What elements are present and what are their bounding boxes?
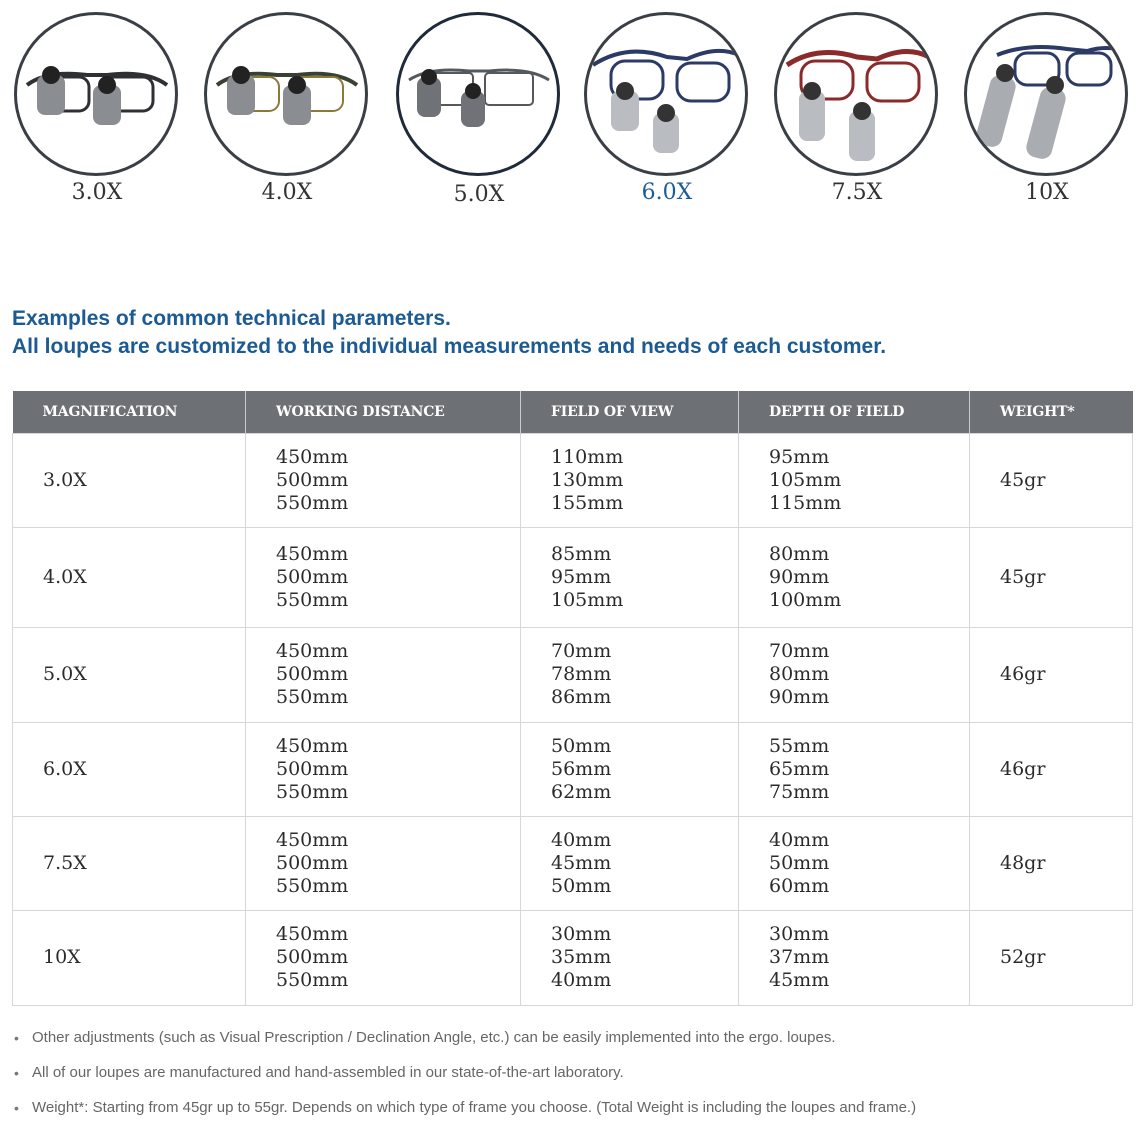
value: 30mm xyxy=(769,923,830,945)
list-item xyxy=(14,1027,1134,1062)
value: 90mm xyxy=(769,686,830,708)
loupe-image-10x xyxy=(964,12,1128,176)
value: 550mm xyxy=(276,780,349,803)
working-distance-cell xyxy=(246,433,521,527)
value: 45mm xyxy=(551,851,612,874)
value: 50mm xyxy=(551,734,612,757)
column-header-magnification: MAGNIFICATION xyxy=(13,391,246,433)
working-distance-cell xyxy=(246,910,521,1005)
bullet-icon: • xyxy=(14,1030,19,1046)
value: 50mm xyxy=(551,874,612,897)
product-4x[interactable] xyxy=(204,10,370,210)
magnification-label: 5.0X xyxy=(453,182,505,207)
magnification-label: 3.0X xyxy=(71,180,123,205)
working-distance-cell xyxy=(246,527,521,627)
product-3x[interactable] xyxy=(14,10,180,210)
loupe-glasses-icon xyxy=(967,15,1125,173)
notes-list xyxy=(14,1027,1134,1132)
magnification-cell: 7.5X xyxy=(13,816,246,910)
value: 65mm xyxy=(769,757,830,780)
value: 100mm xyxy=(769,588,842,611)
loupe-glasses-icon xyxy=(777,15,935,173)
value: 95mm xyxy=(551,565,612,588)
note-text: All of our loupes are manufactured and hand-assembled in our state-of-the-art laboratory. xyxy=(32,1064,624,1081)
weight-cell: 45gr xyxy=(970,527,1133,627)
depth-of-field-cell xyxy=(739,433,970,527)
product-6x[interactable] xyxy=(584,10,750,210)
depth-of-field-cell xyxy=(739,722,970,816)
value: 70mm xyxy=(769,640,830,662)
magnification-cell: 5.0X xyxy=(13,627,246,722)
value: 550mm xyxy=(276,588,349,611)
value: 550mm xyxy=(276,686,349,708)
table-row xyxy=(13,627,1133,722)
table-row xyxy=(13,433,1133,527)
product-selector xyxy=(0,0,1142,215)
loupe-glasses-icon xyxy=(207,15,365,173)
magnification-cell: 4.0X xyxy=(13,527,246,627)
list-item xyxy=(14,1062,1134,1097)
value: 500mm xyxy=(276,565,349,588)
value: 90mm xyxy=(769,565,830,588)
depth-of-field-cell xyxy=(739,910,970,1005)
weight-cell: 46gr xyxy=(970,722,1133,816)
value: 105mm xyxy=(769,468,842,491)
value: 450mm xyxy=(276,542,349,565)
magnification-label: 7.5X xyxy=(831,180,883,205)
column-header-field-of-view: FIELD OF VIEW xyxy=(521,391,739,433)
column-header-weight: WEIGHT* xyxy=(970,391,1133,433)
bullet-icon: • xyxy=(14,1065,19,1081)
value: 450mm xyxy=(276,734,349,757)
value: 500mm xyxy=(276,663,349,685)
working-distance-cell xyxy=(246,816,521,910)
value: 56mm xyxy=(551,757,612,780)
value: 500mm xyxy=(276,468,349,491)
value: 500mm xyxy=(276,946,349,968)
field-of-view-cell xyxy=(521,910,739,1005)
heading-line-1: Examples of common technical parameters. xyxy=(12,307,451,330)
magnification-cell: 3.0X xyxy=(13,433,246,527)
product-5x[interactable] xyxy=(396,10,562,210)
value: 55mm xyxy=(769,734,830,757)
field-of-view-cell xyxy=(521,722,739,816)
loupe-image-6x xyxy=(584,12,748,176)
weight-cell: 48gr xyxy=(970,816,1133,910)
heading-line-2: All loupes are customized to the individual measurements and needs of each customer. xyxy=(12,335,887,358)
column-header-working-distance: WORKING DISTANCE xyxy=(246,391,521,433)
table-header-row xyxy=(13,391,1133,433)
field-of-view-cell xyxy=(521,627,739,722)
weight-cell: 45gr xyxy=(970,433,1133,527)
table-row xyxy=(13,527,1133,627)
value: 155mm xyxy=(551,491,624,514)
value: 75mm xyxy=(769,780,830,803)
weight-cell: 52gr xyxy=(970,910,1133,1005)
value: 40mm xyxy=(551,828,612,851)
value: 70mm xyxy=(551,640,612,662)
value: 500mm xyxy=(276,851,349,874)
list-item xyxy=(14,1097,1134,1132)
value: 45mm xyxy=(769,969,830,991)
value: 95mm xyxy=(769,445,830,468)
note-text: Weight*: Starting from 45gr up to 55gr. Depends on which type of frame you choose. (Total Weight is including the loupes and frame.) xyxy=(32,1099,917,1116)
depth-of-field-cell xyxy=(739,816,970,910)
value: 550mm xyxy=(276,491,349,514)
field-of-view-cell xyxy=(521,527,739,627)
loupe-image-3x xyxy=(14,12,178,176)
value: 40mm xyxy=(551,969,612,991)
value: 115mm xyxy=(769,491,842,514)
value: 37mm xyxy=(769,946,830,968)
working-distance-cell xyxy=(246,722,521,816)
magnification-cell: 6.0X xyxy=(13,722,246,816)
value: 86mm xyxy=(551,686,612,708)
value: 60mm xyxy=(769,874,830,897)
value: 130mm xyxy=(551,468,624,491)
product-10x[interactable] xyxy=(964,10,1130,210)
value: 550mm xyxy=(276,969,349,991)
value: 110mm xyxy=(551,445,624,468)
value: 35mm xyxy=(551,946,612,968)
magnification-label: 4.0X xyxy=(261,180,313,205)
loupe-glasses-icon xyxy=(17,15,175,173)
loupe-image-4x xyxy=(204,12,368,176)
value: 450mm xyxy=(276,828,349,851)
loupe-image-5x xyxy=(396,12,560,176)
value: 500mm xyxy=(276,757,349,780)
table-row xyxy=(13,816,1133,910)
value: 85mm xyxy=(551,542,612,565)
value: 50mm xyxy=(769,851,830,874)
note-text: Other adjustments (such as Visual Prescription / Declination Angle, etc.) can be easily implemented into the ergo. loupes. xyxy=(32,1029,836,1046)
depth-of-field-cell xyxy=(739,527,970,627)
value: 78mm xyxy=(551,663,612,685)
value: 80mm xyxy=(769,663,830,685)
section-heading xyxy=(12,305,1132,361)
loupe-glasses-icon xyxy=(587,15,745,173)
magnification-label: 6.0X xyxy=(641,180,693,205)
magnification-label: 10X xyxy=(1025,180,1069,205)
loupe-image-7-5x xyxy=(774,12,938,176)
loupe-glasses-icon xyxy=(399,15,557,173)
value: 30mm xyxy=(551,923,612,945)
magnification-cell: 10X xyxy=(13,910,246,1005)
weight-cell: 46gr xyxy=(970,627,1133,722)
value: 105mm xyxy=(551,588,624,611)
working-distance-cell xyxy=(246,627,521,722)
field-of-view-cell xyxy=(521,816,739,910)
depth-of-field-cell xyxy=(739,627,970,722)
value: 550mm xyxy=(276,874,349,897)
value: 40mm xyxy=(769,828,830,851)
technical-parameters-table xyxy=(12,391,1133,1006)
field-of-view-cell xyxy=(521,433,739,527)
product-7-5x[interactable] xyxy=(774,10,940,210)
value: 450mm xyxy=(276,445,349,468)
bullet-icon: • xyxy=(14,1100,19,1116)
column-header-depth-of-field: DEPTH OF FIELD xyxy=(739,391,970,433)
table-row xyxy=(13,910,1133,1005)
value: 450mm xyxy=(276,640,349,662)
value: 80mm xyxy=(769,542,830,565)
table-row xyxy=(13,722,1133,816)
value: 450mm xyxy=(276,923,349,945)
value: 62mm xyxy=(551,780,612,803)
